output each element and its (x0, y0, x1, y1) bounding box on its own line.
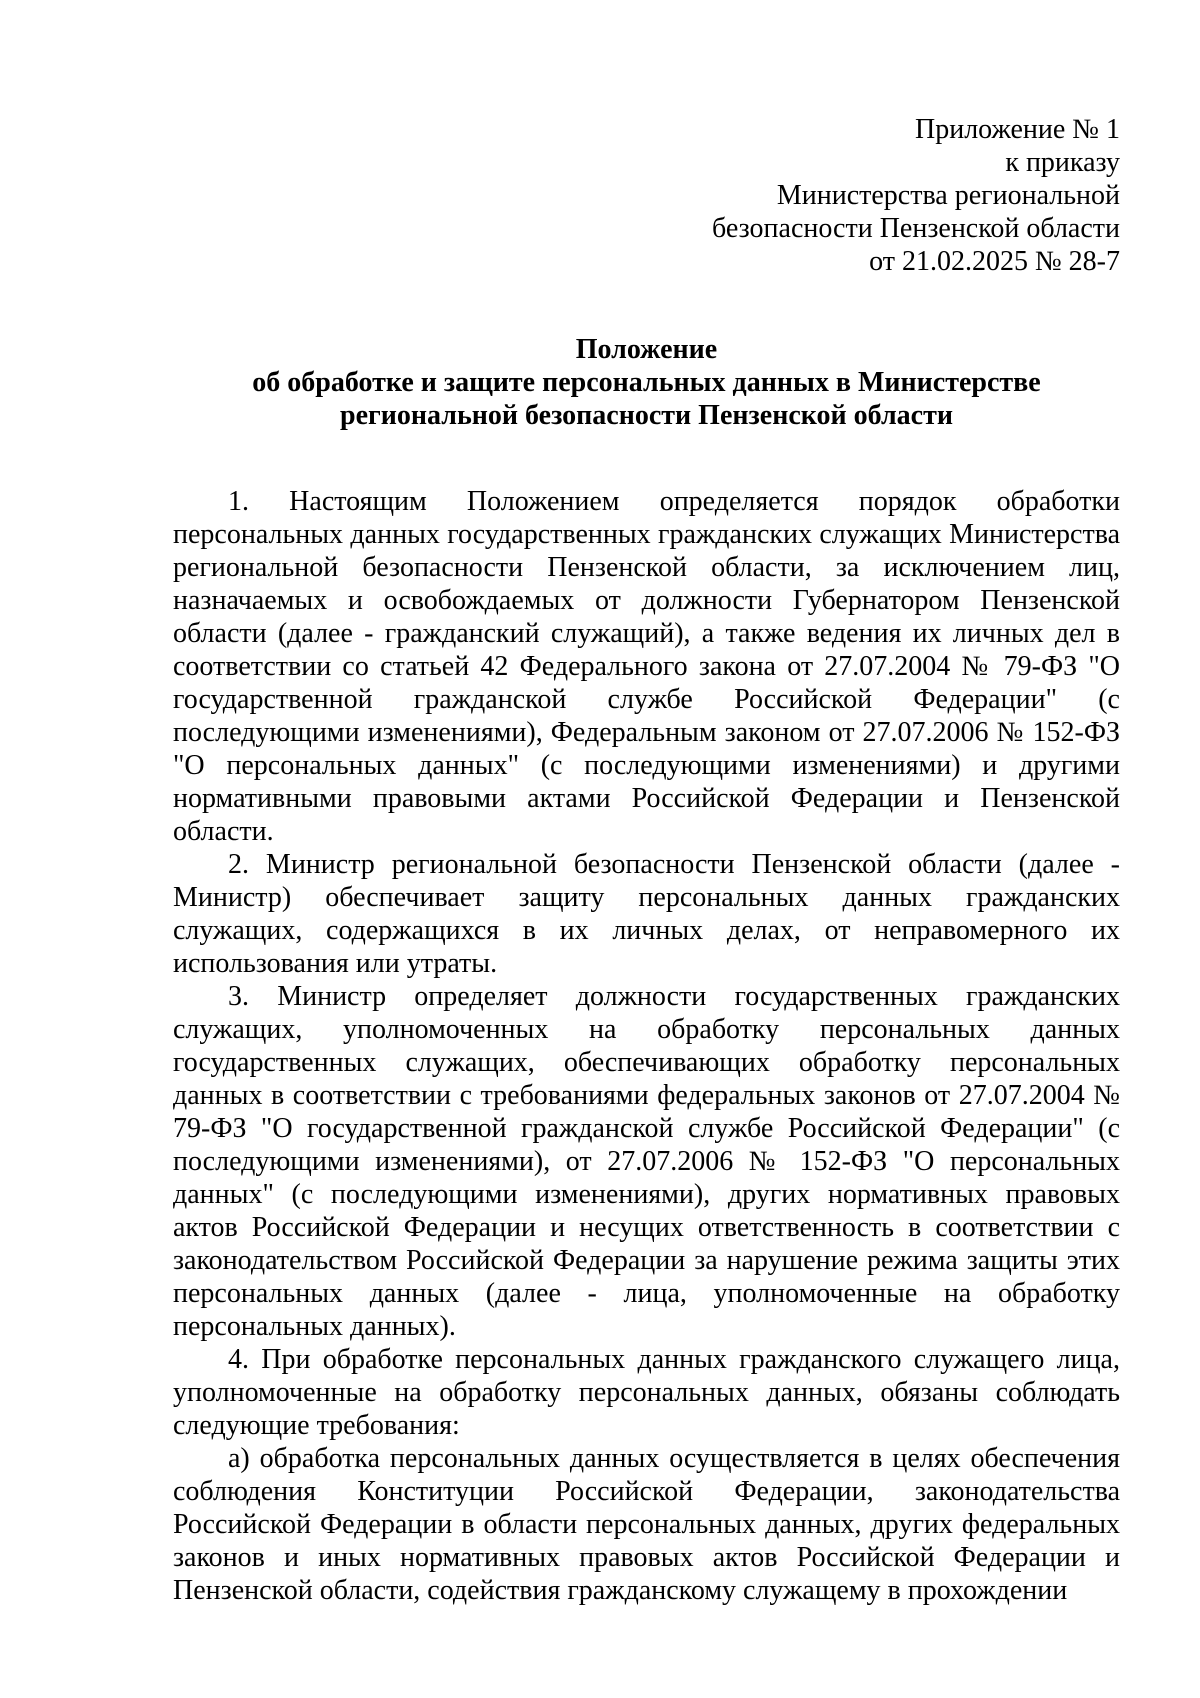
appendix-order-ref: к приказу (1005, 147, 1120, 178)
paragraph-4: 4. При обработке персональных данных гражданского служащего лица, уполномоченные на обработку персональных данных, обязаны соблюдать следующие требования: (173, 1344, 1120, 1441)
appendix-order-date: от 21.02.2025 № 28-7 (869, 246, 1120, 277)
appendix-number: Приложение № 1 (915, 114, 1120, 145)
appendix-ministry-line2: безопасности Пензенской области (711, 213, 1120, 244)
paragraph-4a: а) обработка персональных данных осуществляется в целях обеспечения соблюдения Конституции Российской Федерации, законодательства Российской Федерации в области персональных данных, других федеральных законов и иных нормативных правовых актов Российской Федерации и Пензенской области, содействия гражданскому служащему в прохождении (173, 1443, 1120, 1606)
document-title (173, 333, 1120, 432)
document-body (173, 485, 1120, 1607)
appendix-ministry-line1: Министерства региональной (776, 180, 1120, 211)
title-line-2: об обработке и защите персональных данных в Министерстве (252, 367, 1041, 398)
paragraph-1: 1. Настоящим Положением определяется порядок обработки персональных данных государственных гражданских служащих Министерства региональной безопасности Пензенской области, за исключением лиц, назначаемых и освобождаемых от должности Губернатором Пензенской области (далее - гражданский служащий), а также ведения их личных дел в соответствии со статьей 42 Федерального закона от 27.07.2004 № 79-ФЗ "О государственной гражданской службе Российской Федерации" (с последующими изменениями), Федеральным законом от 27.07.2006 № 152-ФЗ "О персональных данных" (с последующими изменениями) и другими нормативными правовыми актами Российской Федерации и Пензенской области. (173, 486, 1120, 847)
paragraph-2: 2. Министр региональной безопасности Пензенской области (далее - Министр) обеспечивает защиту персональных данных гражданских служащих, содержащихся в их личных делах, от неправомерного их использования или утраты. (173, 849, 1120, 979)
title-line-3: региональной безопасности Пензенской области (340, 400, 953, 431)
title-line-1: Положение (575, 334, 718, 365)
appendix-header (600, 113, 1120, 278)
paragraph-3: 3. Министр определяет должности государственных гражданских служащих, уполномоченных на обработку персональных данных государственных служащих, обеспечивающих обработку персональных данных в соответствии с требованиями федеральных законов от 27.07.2004 № 79-ФЗ "О государственной гражданской службе Российской Федерации" (с последующими изменениями), от 27.07.2006 № 152-ФЗ "О персональных данных" (с последующими изменениями), других нормативных правовых актов Российской Федерации и несущих ответственность в соответствии с законодательством Российской Федерации за нарушение режима защиты этих персональных данных (далее - лица, уполномоченные на обработку персональных данных). (173, 981, 1120, 1342)
